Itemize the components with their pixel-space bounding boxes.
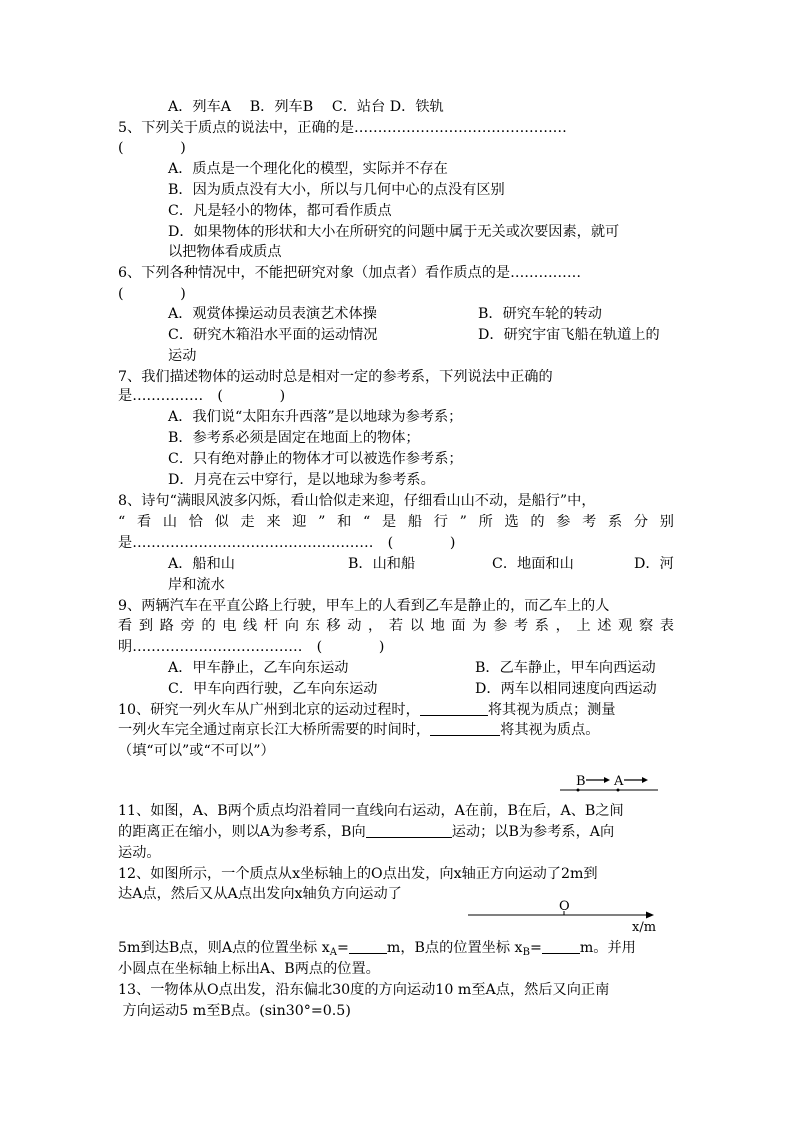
q6-option-b: B．研究车轮的转动 (478, 306, 602, 322)
q7-option-b: B．参考系必须是固定在地面上的物体； (168, 430, 420, 446)
q10-blank-2[interactable] (430, 721, 500, 736)
q7-option-d: D．月亮在云中穿行，是以地球为参考系。 (168, 472, 435, 488)
q8-stem-line1: 8、诗句“满眼风波多闪烁，看山恰似走来迎，仔细看山山不动，是船行”中， (118, 493, 596, 509)
q5-option-c: C．凡是轻小的物体，都可看作质点 (168, 203, 392, 219)
q11-line2: 的距离正在缩小，则以A为参考系，B向 运动；以B为参考系，A向 (118, 824, 615, 840)
q8-option-b: B．山和船 (348, 556, 416, 572)
q11-figure (560, 768, 670, 794)
q12-axis-figure (468, 898, 664, 934)
q6-option-a: A．观赏体操运动员表演艺术体操 (168, 306, 377, 322)
q6-stem: 6、下列各种情况中，不能把研究对象（加点者）看作质点的是…………… (118, 265, 582, 281)
q7-option-c: C．只有绝对静止的物体才可以被选作参考系； (168, 451, 463, 467)
q11-label-b: B (576, 774, 586, 789)
q9-option-b: B．乙车静止，甲车向西运动 (475, 660, 656, 676)
q13-line2: 方向运动5 m至B点。(sin30°=0.5) (118, 1003, 351, 1019)
q11-line1: 11、如图，A、B两个质点均沿着同一直线向右运动，A在前，B在后，A、B之间 (118, 803, 624, 819)
q5-answer-paren: ( ) (118, 140, 186, 156)
q6-option-d-line1: D．研究宇宙飞船在轨道上的 (478, 327, 660, 343)
q8-stem-line3: 是…………………………………………… ( ) (118, 535, 456, 551)
q6-option-d-line2: 运动 (168, 348, 197, 364)
q9-stem-line3: 明……………………………… ( ) (118, 639, 385, 655)
q9-option-c: C．甲车向西行驶，乙车向东运动 (168, 681, 378, 697)
q7-stem-line1: 7、我们描述物体的运动时总是相对一定的参考系，下列说法中正确的 (118, 369, 553, 385)
q9-stem-line2: 看到路旁的电线杆向东移动，若以地面为参考系，上述观察表 (118, 618, 674, 634)
q7-stem-line2: 是…………… ( ) (118, 388, 286, 404)
q11-arrowhead-b (604, 777, 610, 783)
q11-point-a (617, 789, 620, 792)
q12-line1: 12、如图所示，一个质点从x坐标轴上的O点出发，向x轴正方向运动了2m到 (118, 866, 598, 882)
q6-option-c: C．研究木箱沿水平面的运动情况 (168, 327, 378, 343)
q12-blank-xb[interactable] (542, 939, 580, 954)
q12-axis-arrow (646, 912, 654, 919)
q8-option-c: C．地面和山 (492, 556, 574, 572)
q10-line3: （填“可以”或“不可以”） (118, 743, 275, 759)
q12-line2: 达A点，然后又从A点出发向x轴负方向运动了 (118, 886, 402, 902)
q8-stem-line2: “看山恰似走来迎”和“是船行”所选的参考系分别 (118, 514, 674, 530)
q11-point-b (577, 789, 580, 792)
q5-stem: 5、下列关于质点的说法中，正确的是……………………………………… (118, 120, 567, 136)
q10-line2: 一列火车完全通过南京长江大桥所需要的时间时， 将其视为质点。 (118, 722, 600, 738)
q5-option-b: B．因为质点没有大小，所以与几何中心的点没有区别 (168, 182, 505, 198)
q4-options: A．列车A B．列车B C．站台 D．铁轨 (168, 99, 444, 115)
q5-option-d-line2: 以把物体看成质点 (168, 244, 282, 260)
q11-label-a: A (614, 774, 624, 789)
q8-option-d-line1: D．河 (634, 556, 674, 572)
q8-option-a: A．船和山 (168, 556, 235, 572)
q12-blank-xa[interactable] (349, 939, 387, 954)
q10-line1: 10、研究一列火车从广州到北京的运动过程时， 将其视为质点；测量 (118, 702, 616, 718)
q12-line3: 5m到达B点，则A点的位置坐标 $x_A= m$，B点的位置坐标 $x_B= m$。并用 (118, 940, 636, 958)
q9-option-a: A．甲车静止，乙车向东运动 (168, 660, 349, 676)
q6-answer-paren: ( ) (118, 286, 186, 302)
q9-stem-line1: 9、两辆汽车在平直公路上行驶，甲车上的人看到乙车是静止的，而乙车上的人 (118, 598, 610, 614)
q12-axis-label: x/m (632, 920, 657, 935)
q12-origin-label: O (559, 899, 570, 914)
q11-blank-1[interactable] (366, 823, 452, 838)
q5-option-d-line1: D．如果物体的形状和大小在所研究的问题中属于无关或次要因素，就可 (168, 224, 620, 240)
q8-option-d-line2: 岸和流水 (168, 577, 225, 593)
q11-line3: 运动。 (118, 845, 161, 861)
q5-option-a: A．质点是一个理化化的模型，实际并不存在 (168, 161, 448, 177)
q12-line4: 小圆点在坐标轴上标出A、B两点的位置。 (118, 961, 380, 977)
q7-option-a: A．我们说“太阳东升西落”是以地球为参考系； (168, 409, 463, 425)
q10-blank-1[interactable] (420, 701, 488, 716)
q11-arrowhead-a (642, 777, 648, 783)
q9-option-d: D．两车以相同速度向西运动 (475, 681, 657, 697)
q13-line1: 13、一物体从O点出发，沿东偏北30度的方向运动10 m至A点，然后又向正南 (118, 982, 610, 998)
